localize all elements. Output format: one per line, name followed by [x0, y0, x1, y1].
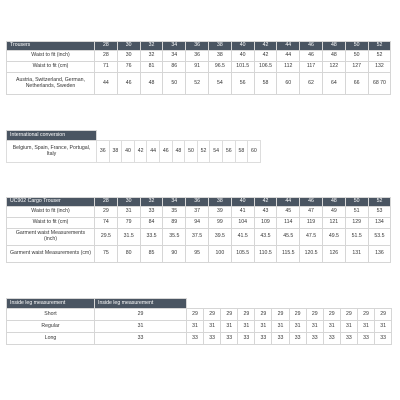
size-header-cell: 40: [231, 42, 254, 51]
table-cell: 33: [375, 333, 392, 345]
empty-header-cell: [340, 299, 357, 309]
table-cell: 31: [340, 321, 357, 333]
table-cell: 47: [300, 207, 323, 218]
inside-leg-title: Inside leg measurement: [7, 299, 95, 309]
empty-header-cell: [255, 299, 272, 309]
table-cell: 53.5: [368, 229, 391, 246]
table-cell: 31: [255, 321, 272, 333]
table-cell: 131: [345, 246, 368, 263]
table-cell: 33: [221, 333, 238, 345]
table-cell: 49.5: [322, 229, 345, 246]
table-cell: 134: [368, 218, 391, 229]
table-row: [7, 73, 391, 95]
international-header-row: [7, 131, 261, 141]
table-cell: 31: [306, 321, 323, 333]
table-cell: 40: [231, 51, 254, 62]
table-cell: 129: [345, 218, 368, 229]
table-cell: 29.5: [95, 229, 118, 246]
empty-header-cell: [306, 299, 323, 309]
row-label: Regular: [7, 321, 95, 333]
table-cell: 117: [300, 62, 323, 73]
table-cell: 28: [95, 51, 118, 62]
table-cell: 71: [95, 62, 118, 73]
table-cell: 31: [187, 321, 204, 333]
table-cell: 31: [238, 321, 255, 333]
conversion-cell: 56: [222, 141, 235, 163]
size-header-cell: 44: [277, 42, 300, 51]
table-cell: 33.5: [140, 229, 163, 246]
table-cell: 112: [277, 62, 300, 73]
empty-header-cell: [323, 299, 340, 309]
conversion-cell: 44: [147, 141, 160, 163]
row-label: Waist to fit (cm): [7, 218, 95, 229]
table-cell: 127: [345, 62, 368, 73]
table-cell: 74: [95, 218, 118, 229]
inside-leg-value: 31: [95, 321, 187, 333]
table-cell: 38: [208, 51, 231, 62]
table-cell: 33: [204, 333, 221, 345]
table-cell: 100: [208, 246, 231, 263]
inside-leg-value: 29: [95, 309, 187, 321]
table-row: [7, 321, 392, 333]
table-cell: 29: [187, 309, 204, 321]
empty-header-cell: [375, 299, 392, 309]
table-row: [7, 62, 391, 73]
table-cell: 29: [340, 309, 357, 321]
table-cell: 41: [231, 207, 254, 218]
cargo-trouser-size-table: [6, 197, 391, 263]
size-header-cell: 48: [322, 198, 345, 207]
empty-header-cell: [357, 299, 374, 309]
conversion-cell: 40: [122, 141, 135, 163]
table-cell: 29: [289, 309, 306, 321]
table-row: [7, 218, 391, 229]
size-header-cell: 50: [345, 42, 368, 51]
size-header-cell: 34: [163, 198, 186, 207]
row-label: Austria, Switzerland, German, Netherlands, Sweden: [7, 73, 95, 95]
table-cell: 84: [140, 218, 163, 229]
size-header-cell: 44: [277, 198, 300, 207]
table-cell: 48: [140, 73, 163, 95]
table-cell: 121: [322, 218, 345, 229]
inside-leg-table: [6, 298, 392, 345]
conversion-cell: 46: [159, 141, 172, 163]
table-cell: 29: [255, 309, 272, 321]
table-cell: 32: [140, 51, 163, 62]
table-cell: 31: [221, 321, 238, 333]
size-header-cell: 36: [186, 42, 209, 51]
table-cell: 43.5: [254, 229, 277, 246]
table-cell: 96.5: [208, 62, 231, 73]
conversion-cell: 50: [185, 141, 198, 163]
table-cell: 33: [272, 333, 289, 345]
row-label: Garment waist Measurements (cm): [7, 246, 95, 263]
table-cell: 54: [208, 73, 231, 95]
conversion-cell: 42: [134, 141, 147, 163]
table-cell: 53: [368, 207, 391, 218]
table-cell: 29: [204, 309, 221, 321]
table-cell: 31: [204, 321, 221, 333]
size-header-cell: 32: [140, 42, 163, 51]
table-cell: 85: [140, 246, 163, 263]
table-cell: 37.5: [186, 229, 209, 246]
table-cell: 76: [117, 62, 140, 73]
table-cell: 80: [117, 246, 140, 263]
table-cell: 30: [117, 51, 140, 62]
size-header-cell: 42: [254, 42, 277, 51]
empty-header-cell: [272, 299, 289, 309]
size-header-cell: 46: [300, 198, 323, 207]
table-cell: 64: [322, 73, 345, 95]
size-header-cell: 34: [163, 42, 186, 51]
table-cell-extra: 70: [378, 79, 386, 86]
table-cell: 29: [221, 309, 238, 321]
table-cell: 126: [322, 246, 345, 263]
table-cell: 104: [231, 218, 254, 229]
table-cell: 132: [368, 62, 391, 73]
table-cell: 44: [95, 73, 118, 95]
table-cell: 51.5: [345, 229, 368, 246]
table-cell: 29: [306, 309, 323, 321]
empty-header-cell: [204, 299, 221, 309]
size-header-cell: 50: [345, 198, 368, 207]
table-cell: 52: [368, 51, 391, 62]
table-cell: 119: [300, 218, 323, 229]
table-cell: 31: [375, 321, 392, 333]
table-cell: 33: [323, 333, 340, 345]
table-cell: 75: [95, 246, 118, 263]
table-cell: 95: [186, 246, 209, 263]
international-conversion-table: [6, 130, 261, 163]
table-cell: 94: [186, 218, 209, 229]
table-cell: 31: [323, 321, 340, 333]
table-cell: 90: [163, 246, 186, 263]
table-cell: 29: [272, 309, 289, 321]
table-cell: 33: [140, 207, 163, 218]
size-header-cell: 30: [117, 42, 140, 51]
size-header-cell: 40: [231, 198, 254, 207]
conversion-cell: 48: [172, 141, 185, 163]
table-row: [7, 51, 391, 62]
table-cell: 41.5: [231, 229, 254, 246]
table-cell: 106.5: [254, 62, 277, 73]
table-cell: 34: [163, 51, 186, 62]
international-label: Belgium, Spain, France, Portugal, Italy: [7, 141, 97, 163]
table-cell: 33: [340, 333, 357, 345]
size-header-cell: 28: [95, 198, 118, 207]
conversion-cell: 38: [109, 141, 122, 163]
size-header-cell: 36: [186, 198, 209, 207]
table-row: [7, 333, 392, 345]
table-cell: 48: [322, 51, 345, 62]
table-row: [7, 229, 391, 246]
table-cell: 31: [357, 321, 374, 333]
table-cell: 120.5: [300, 246, 323, 263]
conversion-cell: 60: [248, 141, 261, 163]
row-label: Garment waist Measurements (inch): [7, 229, 95, 246]
table-cell: 66: [345, 73, 368, 95]
size-header-cell: 52: [368, 198, 391, 207]
inside-leg-subtitle: Inside leg measurement: [95, 299, 187, 309]
table-cell: 79: [117, 218, 140, 229]
table-cell: 31: [289, 321, 306, 333]
table-cell: 114: [277, 218, 300, 229]
conversion-cell: 52: [197, 141, 210, 163]
table-cell: 50: [163, 73, 186, 95]
table-cell: 42: [254, 51, 277, 62]
table-cell: 33: [255, 333, 272, 345]
table-cell: 115.5: [277, 246, 300, 263]
size-header-cell: 30: [117, 198, 140, 207]
inside-leg-header-row: [7, 299, 392, 309]
table-cell: 45.5: [277, 229, 300, 246]
size-header-cell: 48: [322, 42, 345, 51]
trousers-size-table: [6, 41, 391, 95]
table-cell: 50: [345, 51, 368, 62]
table-cell: 62: [300, 73, 323, 95]
table-cell: 29: [95, 207, 118, 218]
table-cell: 31.5: [117, 229, 140, 246]
international-values-row: [7, 141, 261, 163]
empty-header-cell: [289, 299, 306, 309]
table-cell: 35.5: [163, 229, 186, 246]
conversion-cell: 54: [210, 141, 223, 163]
table-cell: 68 70: [368, 73, 391, 95]
table-cell: 52: [186, 73, 209, 95]
table-cell: 44: [277, 51, 300, 62]
conversion-cell: 36: [97, 141, 110, 163]
conversion-cell: 58: [235, 141, 248, 163]
table-cell: 29: [323, 309, 340, 321]
table-row: [7, 246, 391, 263]
table-cell: 49: [322, 207, 345, 218]
table-cell: 43: [254, 207, 277, 218]
table-cell: 31: [272, 321, 289, 333]
inside-leg-value: 33: [95, 333, 187, 345]
empty-header-cell: [221, 299, 238, 309]
trousers-header-row: [7, 42, 391, 51]
size-header-cell: 38: [208, 42, 231, 51]
size-header-cell: 28: [95, 42, 118, 51]
table-cell: 31: [117, 207, 140, 218]
table-cell: 136: [368, 246, 391, 263]
table-cell: 91: [186, 62, 209, 73]
table-cell: 29: [375, 309, 392, 321]
table-cell: 60: [277, 73, 300, 95]
size-header-cell: 52: [368, 42, 391, 51]
table-cell: 99: [208, 218, 231, 229]
table-cell: 46: [117, 73, 140, 95]
table-row: [7, 207, 391, 218]
size-header-cell: 42: [254, 198, 277, 207]
empty-header-cell: [187, 299, 204, 309]
table-cell: 109: [254, 218, 277, 229]
international-title: International conversion: [7, 131, 97, 141]
cargo-header-row: [7, 198, 391, 207]
cargo-title: UC902 Cargo Trouser: [7, 198, 95, 207]
table-cell: 47.5: [300, 229, 323, 246]
size-header-cell: 38: [208, 198, 231, 207]
row-label: Short: [7, 309, 95, 321]
table-cell: 39: [208, 207, 231, 218]
table-cell: 39.5: [208, 229, 231, 246]
table-cell: 33: [187, 333, 204, 345]
table-cell: 36: [186, 51, 209, 62]
table-cell: 29: [238, 309, 255, 321]
table-cell: 35: [163, 207, 186, 218]
table-cell: 46: [300, 51, 323, 62]
table-cell: 33: [357, 333, 374, 345]
table-cell: 105.5: [231, 246, 254, 263]
size-header-cell: 46: [300, 42, 323, 51]
table-cell: 86: [163, 62, 186, 73]
table-cell: 33: [306, 333, 323, 345]
row-label: Waist to fit (cm): [7, 62, 95, 73]
row-label: Long: [7, 333, 95, 345]
table-cell: 29: [357, 309, 374, 321]
table-row: [7, 309, 392, 321]
trousers-title: Trousers: [7, 42, 95, 51]
table-cell: 58: [254, 73, 277, 95]
table-cell: 37: [186, 207, 209, 218]
table-cell: 33: [238, 333, 255, 345]
table-cell: 51: [345, 207, 368, 218]
table-cell: 101.5: [231, 62, 254, 73]
table-cell: 33: [289, 333, 306, 345]
table-cell: 81: [140, 62, 163, 73]
table-cell: 110.5: [254, 246, 277, 263]
table-cell: 122: [322, 62, 345, 73]
size-header-cell: 32: [140, 198, 163, 207]
row-label: Waist to fit (inch): [7, 207, 95, 218]
row-label: Waist to fit (inch): [7, 51, 95, 62]
table-cell: 89: [163, 218, 186, 229]
table-cell: 56: [231, 73, 254, 95]
table-cell: 45: [277, 207, 300, 218]
empty-header-cell: [238, 299, 255, 309]
